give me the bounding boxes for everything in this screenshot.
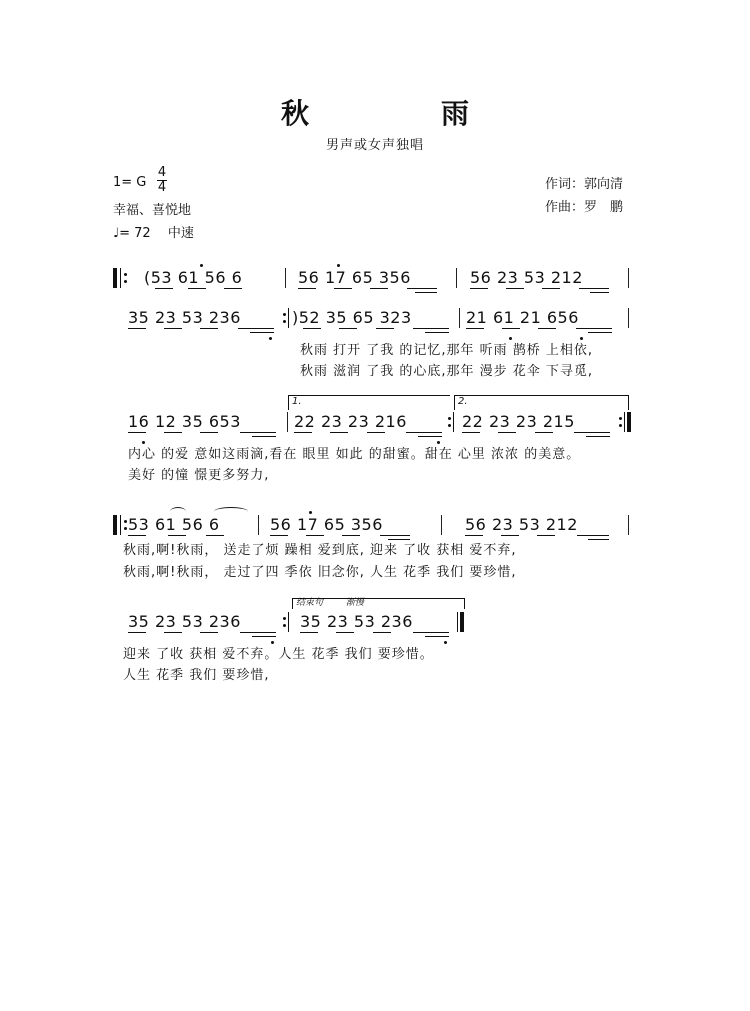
underline-beam [586,436,610,437]
underline-beam [465,535,483,536]
octave-dot [337,264,340,267]
second-ending-bracket: 2. [454,395,629,410]
barline [628,515,629,535]
underline-beam [413,632,449,633]
ritardando-marking: 渐慢 [345,598,364,608]
underline-beam [588,332,612,333]
lyric-line-1: 迎来 了收 获相 爱不弃。人生 花季 我们 要珍惜。 [123,647,434,662]
underline-beam [542,288,560,289]
underline-beam [498,432,516,433]
measure: 35 23 53 236 [300,612,413,631]
octave-dot [309,511,312,514]
underline-beam [406,432,442,433]
coda-bracket [292,598,465,609]
underline-beam [128,432,146,433]
underline-beam [577,535,609,536]
underline-beam [164,328,182,329]
measure: )52 35 65 323 [292,308,412,327]
coda-label: 结束句 [296,598,324,608]
underline-beam [200,328,218,329]
lyric-line-1: 内心 的爱 意如这雨滴,看在 眼里 如此 的甜蜜。甜在 心里 浓浓 的美意。 [128,447,581,462]
underline-beam [425,636,449,637]
underline-beam [342,535,360,536]
time-signature-top: 4 [157,165,167,180]
song-title: 秋 雨 [280,97,521,130]
underline-beam [330,432,348,433]
underline-beam [470,288,488,289]
lyric-line-2: 秋雨,啊!秋雨， 走过了四 季依 旧念你, 人生 花季 我们 要珍惜, [123,565,517,580]
underline-beam [128,535,146,536]
lyricist-credit: 作词：郭向清 [545,177,624,192]
underline-beam [367,432,385,433]
measure: 56 17 65 356 [298,268,411,287]
measure: 22 23 23 216 [294,412,407,431]
underline-beam [538,328,556,329]
underline-beam [501,535,519,536]
measure: (53 61 56 6 [144,268,243,287]
underline-beam [415,292,437,293]
underline-beam [418,436,442,437]
underline-beam [168,535,186,536]
underline-beam [270,535,288,536]
first-ending-bracket: 1. [288,395,450,410]
measure: 35 23 53 236 [128,308,241,327]
underline-beam [200,432,218,433]
underline-beam [380,535,410,536]
underline-beam [164,432,182,433]
underline-beam [336,632,354,633]
barline [287,412,288,432]
underline-beam [128,328,146,329]
time-signature-bottom: 4 [157,180,167,195]
mood-marking: 幸福、喜悦地 [113,203,192,218]
barline [459,308,460,328]
measure: 22 23 23 215 [462,412,575,431]
underline-beam [128,632,146,633]
underline-beam [462,432,480,433]
measure: 35 23 53 236 [128,612,241,631]
underline-beam [407,288,437,289]
tempo-marking: ♩= 72 中速 [113,226,194,241]
underline-beam [155,288,173,289]
underline-beam [250,332,274,333]
underline-beam [252,436,276,437]
underline-beam [535,432,553,433]
underline-beam [306,535,324,536]
underline-beam [579,288,609,289]
octave-dot [200,264,203,267]
tie-arc [170,507,186,516]
measure: 56 17 65 356 [270,515,383,534]
underline-beam [506,288,524,289]
key-signature: 1= G [113,175,147,190]
underline-beam [252,636,276,637]
underline-beam [240,632,276,633]
underline-beam [206,535,224,536]
lyric-line-1: 秋雨 打开 了我 的记忆,那年 听雨 鹊桥 上相依, [300,343,594,358]
underline-beam [238,328,274,329]
tie-arc [214,507,248,516]
underline-beam [240,432,276,433]
underline-beam [200,632,218,633]
underline-beam [224,288,242,289]
low-octave-dot [269,337,272,340]
underline-beam [188,288,206,289]
underline-beam [294,432,312,433]
underline-beam [334,288,352,289]
barline [441,515,442,535]
measure: 56 23 53 212 [465,515,578,534]
low-octave-dot [444,641,447,644]
barline [628,268,629,288]
underline-beam [590,292,609,293]
measure: 16 12 35 653 [128,412,241,431]
staff-system-5 [0,612,750,722]
underline-beam [574,432,610,433]
barline [285,268,286,288]
lyric-line-2: 人生 花季 我们 要珍惜, [123,668,270,683]
underline-beam [300,632,318,633]
lyric-line-2: 秋雨 滋润 了我 的心底,那年 漫步 花伞 下寻觅, [300,364,594,379]
underline-beam [164,632,182,633]
underline-beam [373,632,391,633]
barline [258,515,259,535]
underline-beam [425,332,449,333]
underline-beam [339,328,357,329]
underline-beam [537,535,555,536]
time-signature [157,167,167,194]
underline-beam [576,328,612,329]
underline-beam [298,288,316,289]
underline-beam [466,328,484,329]
lyric-line-2: 美好 的憧 憬更多努力, [128,468,270,483]
underline-beam [413,328,449,329]
song-subtitle: 男声或女声独唱 [325,138,424,153]
lyric-line-1: 秋雨,啊!秋雨， 送走了烦 躁相 爱到底, 迎来 了收 获相 爱不弃, [123,543,517,558]
measure: 53 61 56 6 [128,515,220,534]
staff-system-3 [0,412,750,522]
underline-beam [588,539,609,540]
barline [456,268,457,288]
barline [628,308,629,328]
composer-credit: 作曲：罗 鹏 [545,200,624,215]
underline-beam [502,328,520,329]
underline-beam [370,288,388,289]
measure: 56 23 53 212 [470,268,583,287]
underline-beam [376,328,394,329]
underline-beam [303,328,321,329]
measure: 21 61 21 656 [466,308,579,327]
